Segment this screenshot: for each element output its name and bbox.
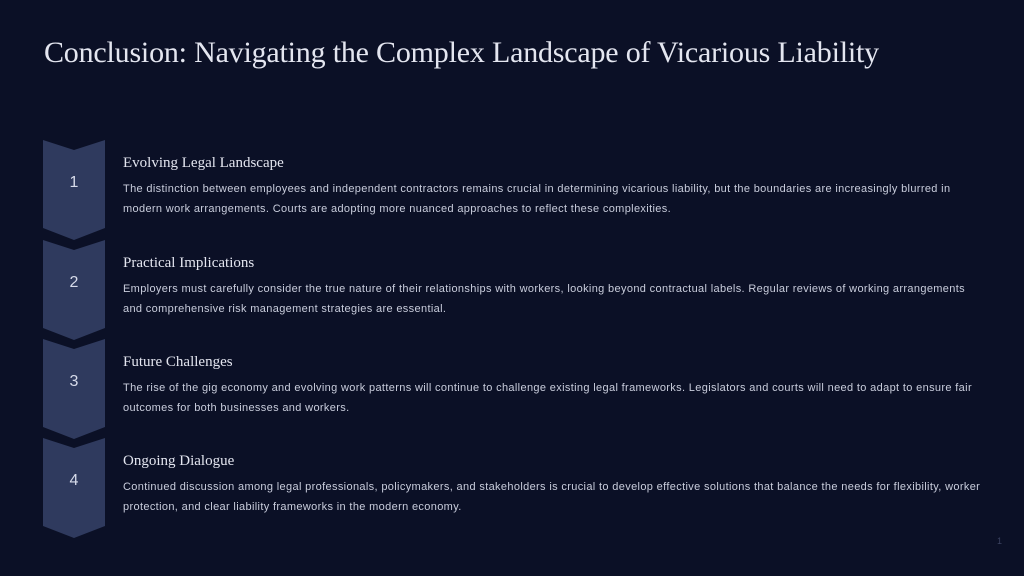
step-heading: Future Challenges xyxy=(123,354,233,370)
step-body: The rise of the gig economy and evolving work patterns will continue to challenge existing legal frameworks. Legislators and courts will need to adapt to ensure fair outcomes for both businesses and workers. xyxy=(123,382,972,414)
step-item xyxy=(0,339,1024,439)
step-number: 3 xyxy=(69,373,79,390)
step-heading: Practical Implications xyxy=(123,255,255,271)
page-number: 1 xyxy=(996,536,1002,546)
slide-title: Conclusion: Navigating the Complex Landscape of Vicarious Liability xyxy=(44,36,879,69)
step-number: 1 xyxy=(69,174,79,191)
step-heading: Evolving Legal Landscape xyxy=(123,155,284,171)
step-body: Employers must carefully consider the true nature of their relationships with workers, looking beyond contractual labels. Regular reviews of working arrangements and comprehensive risk management strategies are essential. xyxy=(123,283,965,315)
step-item xyxy=(0,140,1024,240)
step-item xyxy=(0,240,1024,340)
step-body: The distinction between employees and independent contractors remains crucial in determining vicarious liability, but the boundaries are increasingly blurred in modern work arrangements. Courts are adopting more nuanced approaches to reflect these complexities. xyxy=(123,183,951,215)
step-body: Continued discussion among legal professionals, policymakers, and stakeholders is crucial to develop effective solutions that balance the needs for flexibility, worker protection, and clear liability frameworks in the modern economy. xyxy=(123,481,981,513)
step-item xyxy=(0,438,1024,538)
step-number: 4 xyxy=(69,472,79,489)
step-heading: Ongoing Dialogue xyxy=(123,453,235,469)
step-number: 2 xyxy=(69,274,79,291)
